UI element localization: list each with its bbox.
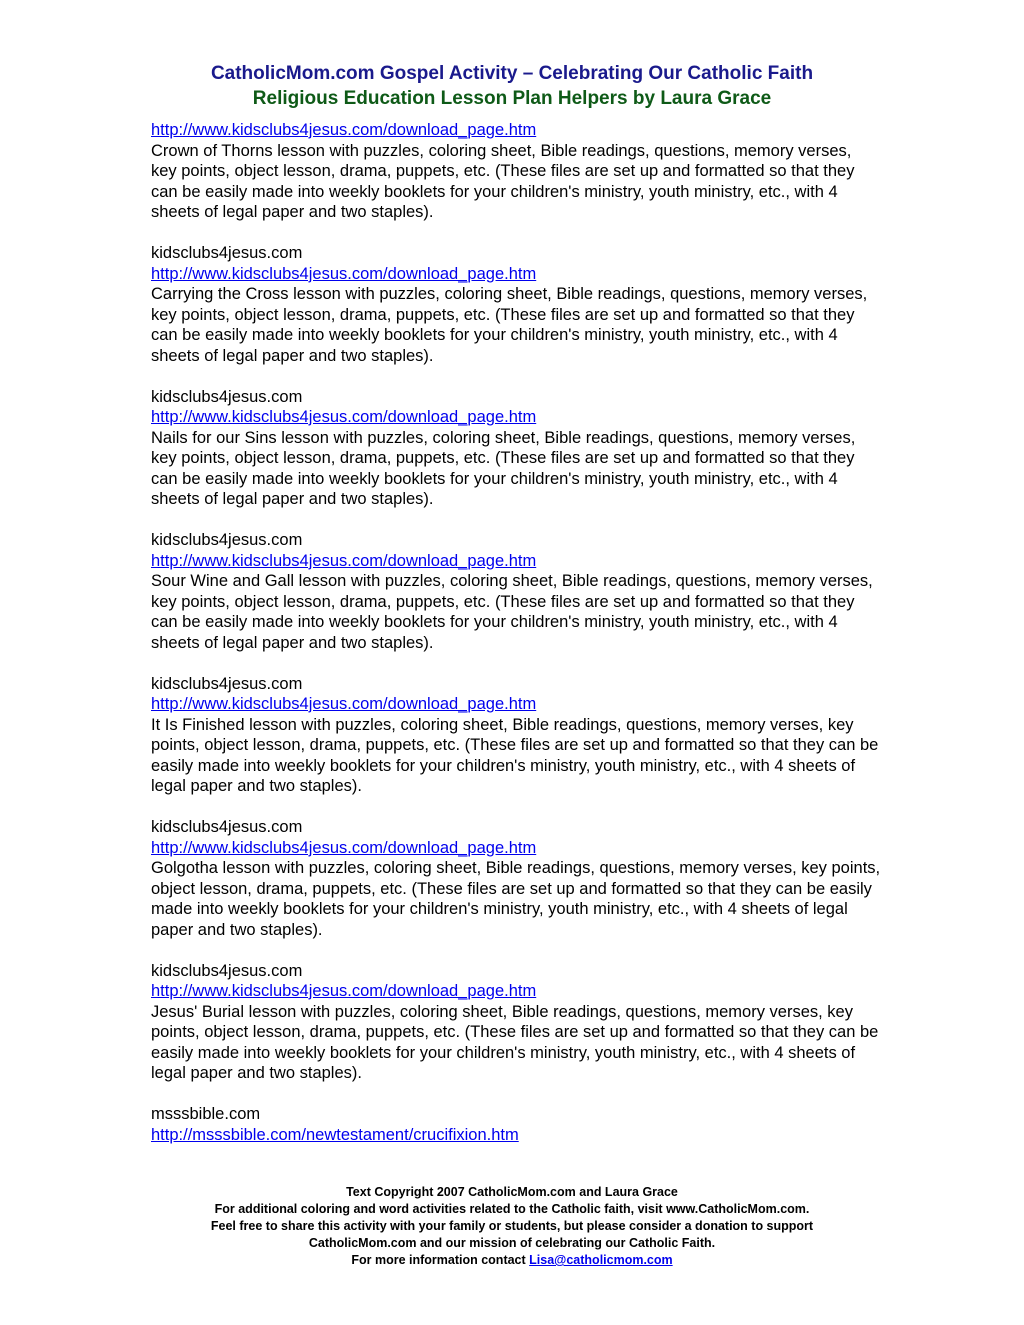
resource-link[interactable]: http://www.kidsclubs4jesus.com/download_page.htm [151,408,537,426]
resource-link[interactable]: http://www.kidsclubs4jesus.com/download_page.htm [151,264,537,283]
page-header [0,62,1024,111]
resource-site: kidsclubs4jesus.com [151,818,303,836]
resource-site: msssbible.com [151,1105,261,1123]
resource-entry [151,387,881,510]
resource-link[interactable]: http://www.kidsclubs4jesus.com/download_page.htm [151,838,537,857]
resource-description: It Is Finished lesson with puzzles, coloring sheet, Bible readings, questions, memory verses, key points, object lesson, drama, puppets, etc. (These files are set up and formatted so that they can be easily made into weekly booklets for your children's ministry, youth ministry, etc., with 4 sheets of legal paper and two staples). [151,715,879,795]
resource-site: kidsclubs4jesus.com [151,531,303,549]
resource-description: Crown of Thorns lesson with puzzles, coloring sheet, Bible readings, questions, memory verses, key points, object lesson, drama, puppets, etc. (These files are set up and formatted so that they can be easily made into weekly booklets for your children's ministry, youth ministry, etc., with 4 sheets of legal paper and two staples). [151,141,855,221]
resource-site: kidsclubs4jesus.com [151,961,303,980]
resource-entry [151,961,881,1084]
resource-entry [151,674,881,797]
resource-link[interactable]: http://msssbible.com/newtestament/crucifixion.htm [151,1125,519,1144]
resource-site: kidsclubs4jesus.com [151,674,303,693]
resource-description: Nails for our Sins lesson with puzzles, coloring sheet, Bible readings, questions, memory verses, key points, object lesson, drama, puppets, etc. (These files are set up and formatted so that they can be easily made into weekly booklets for your children's ministry, youth ministry, etc., with 4 sheets of legal paper and two staples). [151,428,856,508]
resource-description: Golgotha lesson with puzzles, coloring sheet, Bible readings, questions, memory verses, key points, object lesson, drama, puppets, etc. (These files are set up and formatted so that they can be easily made into weekly booklets for your children's ministry, youth ministry, etc., with 4 sheets of legal paper and two staples). [151,859,881,939]
resource-link[interactable]: http://www.kidsclubs4jesus.com/download_page.htm [151,121,537,139]
page-footer [0,1184,1024,1269]
resource-description: Jesus' Burial lesson with puzzles, coloring sheet, Bible readings, questions, memory verses, key points, object lesson, drama, puppets, etc. (These files are set up and formatted so that they can be easily made into weekly booklets for your children's ministry, youth ministry, etc., with 4 sheets of legal paper and two staples). [151,1002,879,1082]
page-subtitle: Religious Education Lesson Plan Helpers by Laura Grace [252,88,772,109]
resource-list [151,120,881,1166]
resource-entry [151,243,881,366]
contact-email-link[interactable]: Lisa@catholicmom.com [529,1253,673,1267]
page-title: CatholicMom.com Gospel Activity – Celebrating Our Catholic Faith [210,63,814,84]
resource-entry [151,1104,881,1145]
resource-entry [151,120,881,223]
resource-site: kidsclubs4jesus.com [151,244,303,262]
resource-description: Carrying the Cross lesson with puzzles, coloring sheet, Bible readings, questions, memory verses, key points, object lesson, drama, puppets, etc. (These files are set up and formatted so that they can be easily made into weekly booklets for your children's ministry, youth ministry, etc., with 4 sheets of legal paper and two staples). [151,285,868,365]
resource-link[interactable]: http://www.kidsclubs4jesus.com/download_page.htm [151,695,537,713]
resource-entry [151,530,881,653]
footer-visit-note: For additional coloring and word activities related to the Catholic faith, visit www.CatholicMom.com. [214,1202,810,1216]
footer-share-note: Feel free to share this activity with your family or students, but please consider a donation to support [210,1219,814,1233]
footer-contact-label: For more information contact [351,1253,530,1267]
footer-contact [0,1252,1024,1269]
resource-description: Sour Wine and Gall lesson with puzzles, coloring sheet, Bible readings, questions, memory verses, key points, object lesson, drama, puppets, etc. (These files are set up and formatted so that they can be easily made into weekly booklets for your children's ministry, youth ministry, etc., with 4 sheets of legal paper and two staples). [151,572,873,652]
resource-link[interactable]: http://www.kidsclubs4jesus.com/download_page.htm [151,551,537,570]
resource-entry [151,817,881,940]
footer-mission-note: CatholicMom.com and our mission of celebrating our Catholic Faith. [308,1236,716,1250]
resource-link[interactable]: http://www.kidsclubs4jesus.com/download_page.htm [151,982,537,1000]
footer-copyright: Text Copyright 2007 CatholicMom.com and Laura Grace [346,1185,678,1199]
resource-site: kidsclubs4jesus.com [151,387,303,406]
